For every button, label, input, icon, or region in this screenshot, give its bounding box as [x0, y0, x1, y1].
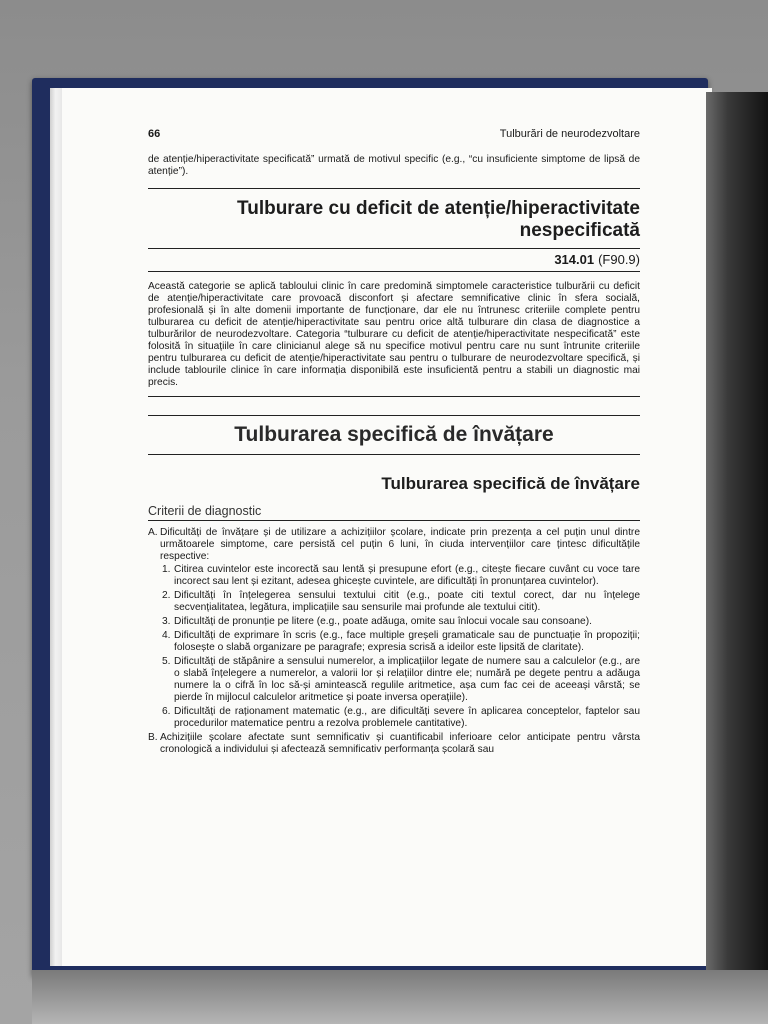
diagnostic-code [148, 249, 640, 271]
disorder-description: Această categorie se aplică tabloului clinic în care predomină simptomele caracteristice tulburării cu deficit de atenție/hiperactivitate care provoacă disconfort și afectare semnificative clinic în sfera socială, profesională și în alte domenii importante de funcționare, dar ele nu întrunesc criteriile complete pentru tulburarea cu deficit de atenție/hiperactivitate sau pentru orice altă tulburare din clasa de diagnostice a tulburărilor de neurodezvoltare. Categoria “tulburare cu deficit de atenție/hiperactivitate nespecificată” este folosită în situațiile în care clinicianul alege să nu specifice motivul pentru care nu sunt întrunite criteriile pentru tulburarea cu deficit de atenție/hiperactivitate sau pentru o tulburare de neurodezvoltare specifică, și include tablourile clinice în care informația disponibilă este insuficientă pentru a stabili un diagnostic mai precis. [148, 281, 640, 388]
item-text: Citirea cuvintelor este incorectă sau lentă și presupune efort (e.g., citește fiecare cuvânt cu voce tare incorect sau lent și ezitant, adesea ghicește cuvintele, are dificultăți în pronunțarea cuvintelor). [174, 564, 640, 587]
criteria-list [148, 527, 640, 756]
list-item [148, 564, 640, 588]
dsm-code: 314.01 [554, 252, 595, 267]
criterion-text: Dificultăți de învățare și de utilizare a achizițiilor școlare, indicate prin prezența a cel puțin unul dintre următoarele simptome, care persistă cel puțin 6 luni, în ciuda intervențiilor care țintesc dificultățile respective: [160, 527, 640, 562]
section-title: Tulburarea specifică de învățare [234, 423, 554, 446]
criterion-text: Achizițiile școlare afectate sunt semnificativ și cuantificabil inferioare celor anticipate pentru vârsta cronologică a individului și afectează semnificativ performanța școlară sau [160, 732, 640, 755]
page-shadow [706, 92, 768, 972]
list-item [148, 656, 640, 704]
item-number: 6. [162, 706, 171, 717]
list-item [148, 616, 640, 628]
item-number: 5. [162, 656, 171, 667]
item-number: 4. [162, 630, 171, 641]
running-title: Tulburări de neurodezvoltare [499, 128, 640, 140]
item-text: Dificultăți de exprimare în scris (e.g., face multiple greșeli gramaticale sau de punctuație în propoziții; folosește o slabă organizare pe paragrafe; expresia scrisă a ideilor este lipsită de claritate). [174, 630, 640, 653]
disorder-title [148, 198, 640, 242]
disorder-subtitle: Tulburarea specifică de învățare [381, 474, 640, 493]
list-item [148, 630, 640, 654]
item-text: Dificultăți de raționament matematic (e.g., are dificultăți severe în aplicarea conceptelor, faptelor sau procedurilor matematice pentru a rezolva problemele cantitative). [174, 706, 640, 729]
list-item [148, 590, 640, 614]
item-number: 1. [162, 564, 171, 575]
page-content [148, 128, 640, 757]
divider [148, 271, 640, 272]
disorder-title-line1: Tulburare cu deficit de atenție/hiperactivitate [237, 198, 640, 219]
item-text: Dificultăți de pronunție pe litere (e.g., poate adăuga, omite sau înlocui vocale sau consoane). [174, 616, 592, 627]
criterion-letter: B. [148, 732, 158, 743]
criterion-a [148, 527, 640, 563]
icd-code: (F90.9) [598, 252, 640, 267]
disorder-title-line2: nespecificată [519, 220, 640, 241]
item-text: Dificultăți de stăpânire a sensului numerelor, a implicațiilor legate de numere sau a calculelor (e.g., are o slabă înțelegere a numerelor, a valorii lor și relațiilor dintre ele; numără pe degete pentru a adăuga numere la o cifră în loc să-și amintească regulile aritmetice, așa cum fac cei de aceeași vârstă; se pierde în mijlocul calculelor aritmetice și poate inversa operațiile). [174, 656, 640, 703]
section-rule-bottom [148, 454, 640, 455]
item-number: 2. [162, 590, 171, 601]
criteria-heading: Criterii de diagnostic [148, 503, 640, 521]
symptom-list [148, 564, 640, 730]
running-head [148, 128, 640, 140]
intro-text: de atenție/hiperactivitate specificată” urmată de motivul specific (e.g., “cu insuficiente simptome de lipsă de atenție”). [148, 154, 640, 177]
table-background [32, 970, 768, 1024]
list-item [148, 706, 640, 730]
page-number: 66 [148, 128, 161, 140]
divider [148, 188, 640, 189]
criterion-b [148, 732, 640, 756]
item-text: Dificultăți în înțelegerea sensului textului citit (e.g., poate citi textul corect, dar nu înțelege secvențialitatea, legătura, implicațiile sau sensurile mai profunde ale textului citit). [174, 590, 640, 613]
item-number: 3. [162, 616, 171, 627]
criterion-letter: A. [148, 527, 158, 538]
